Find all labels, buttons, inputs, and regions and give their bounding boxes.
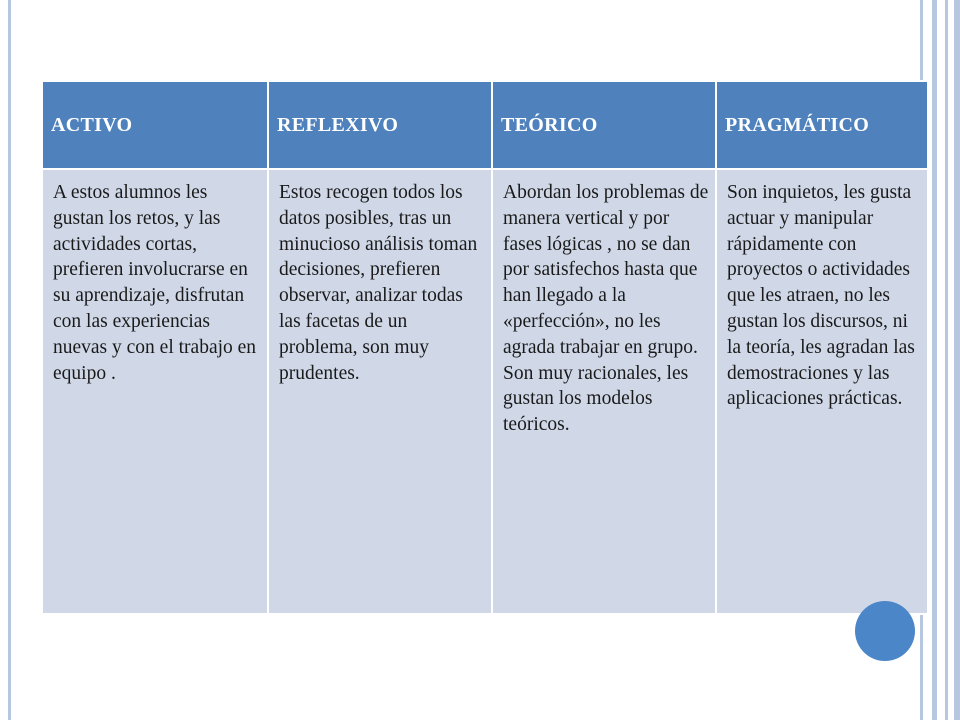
learning-styles-table — [41, 80, 929, 615]
cell-reflexivo-description: Estos recogen todos los datos posibles, tras un minucioso análisis toman decisiones, prefieren observar, analizar todas las facetas de un problema, son muy prudentes. — [268, 169, 492, 614]
slide-frame-left-line — [8, 0, 11, 720]
table-row — [42, 169, 928, 614]
header-teorico: TEÓRICO — [492, 81, 716, 169]
header-activo: ACTIVO — [42, 81, 268, 169]
accent-circle — [855, 601, 915, 661]
cell-activo-description: A estos alumnos les gustan los retos, y las actividades cortas, prefieren involucrarse en su aprendizaje, disfrutan con las experiencias nuevas y con el trabajo en equipo . — [42, 169, 268, 614]
header-pragmatico: PRAGMÁTICO — [716, 81, 928, 169]
cell-pragmatico-description: Son inquietos, les gusta actuar y manipular rápidamente con proyectos o actividades que les atraen, no les gustan los discursos, ni la teoría, les agradan las demostraciones y las aplicaciones prácticas. — [716, 169, 928, 614]
slide-frame-right-line-2 — [932, 0, 937, 720]
table-header-row — [42, 81, 928, 169]
slide-frame-right-line-3 — [945, 0, 948, 720]
slide-frame-right-line-4 — [954, 0, 960, 720]
header-reflexivo: REFLEXIVO — [268, 81, 492, 169]
cell-teorico-description: Abordan los problemas de manera vertical y por fases lógicas , no se dan por satisfechos hasta que han llegado a la «perfección», no les agrada trabajar en grupo. Son muy racionales, les gustan los modelos teóricos. — [492, 169, 716, 614]
